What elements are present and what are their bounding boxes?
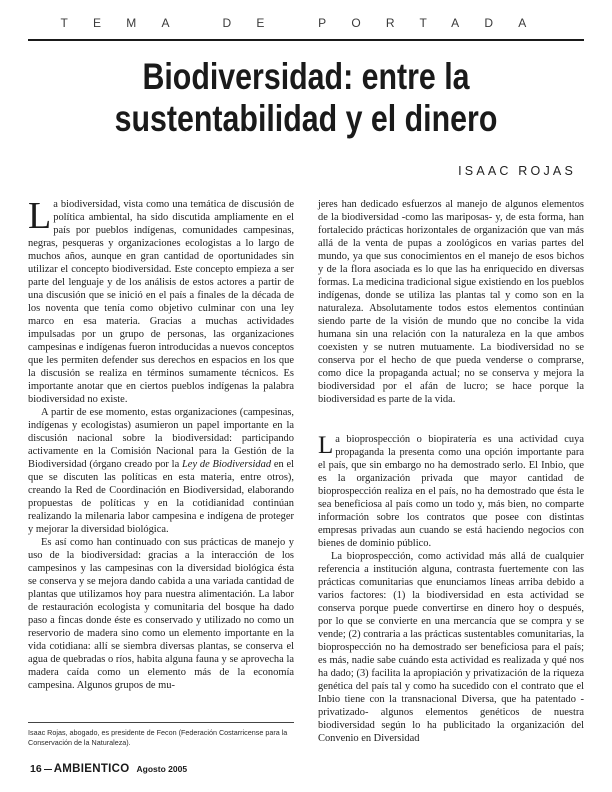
section-tag: TEMA DE PORTADA: [60, 16, 552, 30]
drop-cap: L: [28, 195, 52, 237]
article-title: [55, 56, 557, 140]
body-paragraph-3: Es así como han continuado con sus prácticas de manejo y uso de la biodiversidad: gracias a la interacción de los campesinos y las campesinas con la diversidad biológica ésta se conserva y se mejora dando cabida a una variada cantidad de plantas que utilizamos hoy para nuestra alimentación. La labor de restauración ecologista y comunitaria del bosque ha dado paso a fincas donde éste es conservado y utilizado no como un reservorio de madera sino como un elemento importante en la vida cotidiana: allí se siembra diversas plantas, se conserva el agua de quebradas o ríos, habita alguna fauna y se aprovecha la madera caída como un elemento más de la economía campesina. Algunos grupos de mu-: [28, 537, 294, 691]
right-column: [318, 198, 584, 745]
author-byline: ISAAC ROJAS: [458, 164, 576, 178]
left-column: [28, 195, 294, 692]
footnote-rule: [28, 722, 294, 723]
body-paragraph-4: jeres han dedicado esfuerzos al manejo de algunos elementos de la biodiversidad -como las mariposas- y, de esta forma, han fortalecido prácticas horizontales de organización que van más allá de la venta de pupas a zoológicos en varias partes del mundo, ya que sus conocimientos en el manejo de esos bichos y de la flora asociada es lo que las ha enriquecido en diversas formas. La medicina tradicional sigue existiendo en los pueblos indígenas, donde se utiliza las plantas tal y como son en la naturaleza. Absolutamente todos estos elementos continúan siendo parte de la visión de mundo que no concibe la vida humana sin una relación con la naturaleza en la que ambos coexisten y se nutren mutuamente. La biodiversidad no se conserva por el hecho de que pueda venderse o comprarse, como dice la propaganda actual; no se conserva y mejora la biodiversidad por el afán de lucro; se hace porque la biodiversidad es parte de la vida.: [318, 199, 584, 405]
header-rule: [28, 39, 584, 41]
body-paragraph-5: [318, 433, 584, 550]
drop-cap: L: [318, 432, 334, 459]
paragraph-text: en el que se discuten las políticas en esta materia, entre otros), creando la Red de Coordinación en Biodiversidad, elaborando propuestas de políticas y en la cotidianidad continúan realizando la milenaria labor campesina e indígena de proteger y mejorar la diversidad biológica.: [28, 459, 294, 535]
footer-dash: [44, 769, 52, 770]
page-footer: [30, 762, 187, 776]
author-footnote: Isaac Rojas, abogado, es presidente de Fecon (Federación Costarricense para la Conservación de la Naturaleza).: [28, 728, 288, 747]
body-paragraph-6: La bioprospección, como actividad más allá de cualquier referencia a institución alguna, contrasta fuertemente con las prácticas comunitarias que enunciamos líneas arriba debido a varios factores: (1) la biodiversidad en esta actividad se conserva porque puede convertirse en dinero hoy o después, por lo que se convierte en una mercancía que se compra y se vende; (2) contraria a las prácticas sustentables comunitarias, la bioprospección no ha demostrado ser beneficiosa para el país; es más, nadie sabe cuándo esta actividad es realizada y qué nos ha dado; (3) facilita la apropiación y privatización de la riqueza genética del país tal y como ha sucedido con el contrato que el Inbio tiene con la transnacional Diversa, que ha patentado -privatizado- algunos elementos genéticos de nuestra biodiversidad según lo ha publicitado la organización del Convenio en Diversidad: [318, 551, 584, 744]
magazine-logo: AMBIENTICO: [53, 763, 130, 775]
body-paragraph-1: [28, 195, 294, 406]
paragraph-text: A partir de ese momento, estas organizaciones (campesinas, indígenas y ecologistas) asumieron un papel importante en la discusión nacional sobre la biodiversidad: participando activamente en la Comisión Nacional para la Gestión de la Biodiversidad (órgano creado por la: [28, 407, 294, 470]
paragraph-text: a biodiversidad, vista como una temática de discusión de política ambiental, ha sido discutida ampliamente en el país por pueblos indígenas, comunidades campesinas, negras, pesqueras y organizaciones ecologistas a lo largo de muchos años, aunque en gran cantidad de oportunidades sin utilizar el concepto biodiversidad. Este concepto empieza a ser parte del lenguaje y de los análisis de estos actores a partir de una discusión que se inició en el país a finales de la década de los noventa que tenía como objetivo culminar con una ley marco en esa materia. Gracias a muchas actividades impulsadas por un grupo de personas, las organizaciones campesinas e indígenas fueron introducidas a nuevos conceptos que les permiten defender sus derechos en espacios en los que la discusión se realiza en términos sumamente técnicos. Es importante anotar que en ciertos pueblos indígenas la palabra biodiversidad no existe.: [28, 199, 294, 405]
article-title-line-2: sustentabilidad y el dinero: [114, 98, 498, 139]
body-paragraph-2: [28, 406, 294, 536]
article-title-line-1: Biodiversidad: entre la: [142, 56, 470, 97]
law-title: Ley de Biodiversidad: [182, 459, 272, 470]
issue-date: Agosto 2005: [136, 764, 188, 774]
paragraph-text: a bioprospección o biopiratería es una actividad cuya propaganda la presenta como una opción importante para el país, que sin embargo no ha demostrado serlo. El Inbio, que es la organización privada que mayor cantidad de bioprospección realiza en el país, no ha demostrado que ésta le sea beneficiosa al país como un todo y, más bien, no comparte información sobre los contratos que posee con distintas empresas privadas aun cuando se está haciendo negocios con bienes de dominio público.: [318, 434, 584, 549]
page-number: 16: [30, 763, 42, 775]
